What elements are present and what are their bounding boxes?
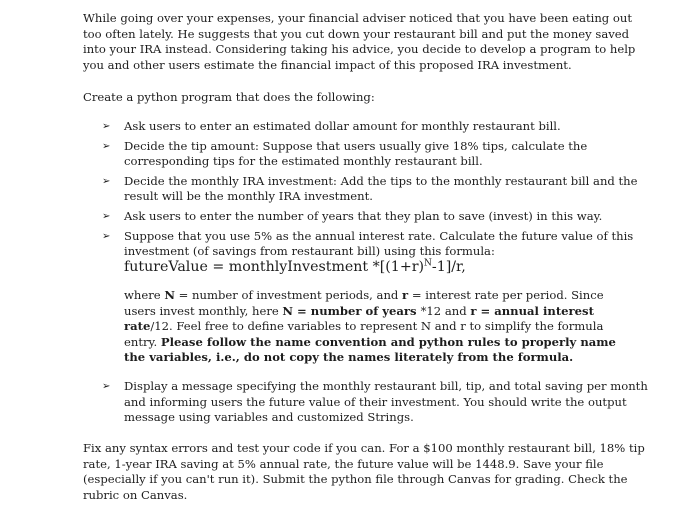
arrow-bullet-icon: ➢ — [102, 230, 111, 242]
future-value-formula: futureValue = monthlyInvestment $*[(1+r)^N-1]/r$, — [124, 258, 466, 275]
output-requirement-list — [83, 379, 648, 426]
intro-paragraph: While going over your expenses, your financial adviser noticed that you have been eating out too often lately. He suggests that you cut down your restaurant bill and put the money saved into your IRA instead. Considering taking his advice, you decide to develop a program to help you and other users estimate the financial impact of this proposed IRA investment. — [83, 11, 636, 72]
arrow-bullet-icon: ➢ — [102, 121, 111, 132]
formula-exponent: N — [424, 258, 432, 269]
list-item: ➢ Decide the monthly IRA investment: Add the tips to the monthly restaurant bill and the result will be the monthly IRA investment. — [102, 173, 638, 204]
list-item: ➢ Suppose that you use 5% as the annual interest rate. Calculate the future value of this investment (of savings from restaurant bill) using this formula: — [102, 228, 634, 259]
arrow-bullet-icon: ➢ — [102, 140, 111, 152]
closing-paragraph: Fix any syntax errors and test your code if you can. For a $100 monthly restaurant bill, 18% tip rate, 1-year IRA saving at 5% annual rate, the future value will be 1448.9. Save your file (especially if you can't run it). Submit the python file through Canvas for grading. Check the rubric on Canvas. — [83, 441, 645, 502]
formula-explanation: where N = number of investment periods, and r = interest rate per period. Since users invest monthly, here N = number of years *12 and r = annual interest rate/12. Feel free to define variables to represent N and r to simplify the formula entry. Please follow the name convention and python rules to properly name the variables, i.e., do not copy the names literately from the formula. — [124, 288, 616, 365]
list-item: ➢ Decide the tip amount: Suppose that users usually give 18% tips, calculate the corresponding tips for the estimated monthly restaurant bill. — [102, 138, 588, 169]
requirements-list — [83, 119, 648, 264]
task-heading: Create a python program that does the following: — [83, 90, 375, 104]
list-item: ➢ Ask users to enter the number of years that they plan to save (invest) in this way. — [102, 208, 603, 223]
arrow-bullet-icon: ➢ — [102, 210, 111, 222]
arrow-bullet-icon: ➢ — [102, 175, 111, 187]
list-item: ➢ Ask users to enter an estimated dollar amount for monthly restaurant bill. — [102, 119, 561, 133]
list-item: ➢ Display a message specifying the monthly restaurant bill, tip, and total saving per month and informing users the future value of their investment. You should write the output message using variables and customized Strings. — [102, 379, 648, 425]
arrow-bullet-icon: ➢ — [102, 381, 111, 392]
